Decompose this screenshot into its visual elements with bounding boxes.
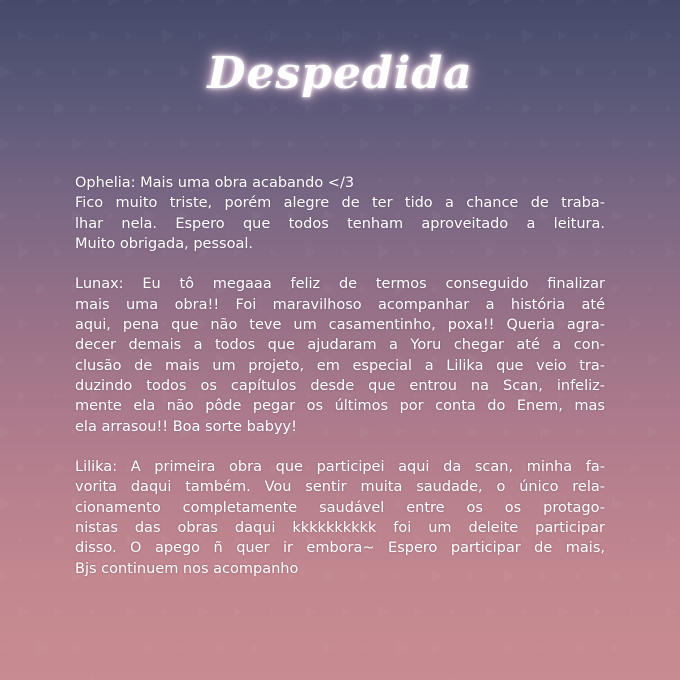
pattern-triangle xyxy=(36,500,43,508)
pattern-triangle xyxy=(54,534,64,546)
message-line: Lunax: Eu tô megaaa feliz de termos conseguido finalizar xyxy=(75,276,605,293)
pattern-triangle xyxy=(666,319,675,329)
pattern-triangle xyxy=(612,0,619,4)
pattern-triangle xyxy=(576,0,586,6)
pattern-triangle xyxy=(360,0,365,3)
message-ophelia xyxy=(75,173,605,254)
pattern-triangle xyxy=(504,642,514,654)
pattern-triangle xyxy=(180,644,187,652)
message-line: Bjs continuem nos acompanho xyxy=(75,560,299,577)
message-line: ela arrasou!! Boa sorte babyy! xyxy=(75,418,297,435)
messages-container xyxy=(75,173,605,599)
pattern-triangle xyxy=(54,461,66,475)
pattern-triangle xyxy=(666,465,671,471)
pattern-triangle xyxy=(306,606,316,618)
pattern-triangle xyxy=(18,245,30,259)
pattern-triangle xyxy=(234,607,243,617)
pattern-triangle xyxy=(324,141,329,147)
pattern-triangle xyxy=(576,140,583,148)
message-lunax xyxy=(75,274,605,436)
message-line: mais uma obra!! Foi maravilhoso acompanhar a história até xyxy=(75,296,605,313)
pattern-triangle xyxy=(468,0,480,7)
message-line: cionamento completamente saudável entre os os protago- xyxy=(75,499,605,516)
pattern-triangle xyxy=(612,429,617,435)
message-line: Fico muito triste, porém alegre de ter tido a chance de traba- xyxy=(75,195,605,212)
pattern-triangle xyxy=(432,643,441,653)
pattern-triangle xyxy=(0,284,7,292)
pattern-triangle xyxy=(252,643,261,653)
pattern-triangle xyxy=(342,608,349,616)
pattern-triangle xyxy=(648,139,657,149)
pattern-triangle xyxy=(648,572,655,580)
pattern-triangle xyxy=(144,642,154,654)
pattern-triangle xyxy=(630,536,637,544)
pattern-triangle xyxy=(504,141,509,147)
pattern-triangle xyxy=(72,137,84,151)
pattern-triangle xyxy=(54,247,63,257)
pattern-triangle xyxy=(630,176,637,184)
pattern-triangle xyxy=(666,246,676,258)
pattern-triangle xyxy=(648,645,653,651)
pattern-triangle xyxy=(162,608,169,616)
pattern-triangle xyxy=(36,641,48,655)
message-line: Lilika: A primeira obra que participei aqui da scan, minha fa- xyxy=(75,459,605,476)
pattern-triangle xyxy=(0,571,9,581)
message-line: mente ela não pôde pegar os últimos por conta do Enem, mas xyxy=(75,398,605,415)
pattern-triangle xyxy=(144,0,153,5)
pattern-triangle xyxy=(252,137,264,151)
pattern-triangle xyxy=(216,0,226,6)
message-line: lhar nela. Espero que todos tenham aproveitado a leitura. xyxy=(75,215,605,232)
pattern-triangle xyxy=(18,537,23,543)
pattern-triangle xyxy=(360,138,370,150)
pattern-triangle xyxy=(0,498,10,510)
pattern-triangle xyxy=(324,642,334,654)
pattern-triangle xyxy=(666,606,676,618)
pattern-triangle xyxy=(450,609,455,615)
pattern-triangle xyxy=(612,497,624,511)
pattern-triangle xyxy=(198,605,210,619)
pattern-triangle xyxy=(0,425,12,439)
pattern-triangle xyxy=(594,607,603,617)
pattern-triangle xyxy=(630,609,635,615)
pattern-triangle xyxy=(630,317,642,331)
pattern-triangle xyxy=(18,391,27,401)
pattern-triangle xyxy=(288,139,297,149)
pattern-triangle xyxy=(648,285,653,291)
message-line: vorita daqui também. Vou sentir muita saudade, o único rela- xyxy=(75,479,605,496)
pattern-triangle xyxy=(558,605,570,619)
pattern-triangle xyxy=(36,0,46,6)
pattern-triangle xyxy=(0,0,5,3)
pattern-triangle xyxy=(36,427,45,437)
message-line: Muito obrigada, pessoal. xyxy=(75,235,253,252)
pattern-triangle xyxy=(540,138,550,150)
pattern-triangle xyxy=(540,644,547,652)
pattern-triangle xyxy=(90,609,95,615)
pattern-triangle xyxy=(648,426,658,438)
pattern-triangle xyxy=(666,392,673,400)
pattern-triangle xyxy=(414,607,423,617)
pattern-triangle xyxy=(378,605,390,619)
pattern-triangle xyxy=(432,137,444,151)
pattern-triangle xyxy=(486,606,496,618)
pattern-triangle xyxy=(360,644,367,652)
pattern-triangle xyxy=(18,318,28,330)
pattern-triangle xyxy=(468,139,477,149)
pattern-triangle xyxy=(252,0,259,4)
pattern-triangle xyxy=(468,645,473,651)
pattern-triangle xyxy=(180,0,185,3)
pattern-triangle xyxy=(216,140,223,148)
message-line: aqui, pena que não teve um casamentinho, poxa!! Queria agra- xyxy=(75,317,605,334)
message-line: nistas das obras daqui kkkkkkkkkk foi um deleite participar xyxy=(75,520,605,537)
pattern-triangle xyxy=(648,499,657,509)
pattern-triangle xyxy=(324,0,333,5)
pattern-triangle xyxy=(612,137,624,151)
pattern-triangle xyxy=(18,464,25,472)
pattern-triangle xyxy=(612,283,621,293)
pattern-triangle xyxy=(270,609,275,615)
pattern-triangle xyxy=(54,607,63,617)
pattern-triangle xyxy=(0,644,7,652)
pattern-triangle xyxy=(540,0,545,3)
pattern-triangle xyxy=(216,641,228,655)
pattern-triangle xyxy=(108,645,113,651)
message-line: clusão de mais um projeto, em especial a Lilika que veio tra- xyxy=(75,357,605,374)
pattern-triangle xyxy=(36,573,41,579)
pattern-triangle xyxy=(630,249,635,255)
pattern-triangle xyxy=(504,0,513,5)
pattern-triangle xyxy=(126,606,136,618)
pattern-triangle xyxy=(180,138,190,150)
pattern-triangle xyxy=(36,140,43,148)
message-line: decer demais a todos que ajudaram a Yoru chegar até a con- xyxy=(75,337,605,354)
pattern-triangle xyxy=(72,0,79,4)
pattern-triangle xyxy=(108,0,120,7)
pattern-triangle xyxy=(666,533,678,547)
message-lilika xyxy=(75,457,605,579)
pattern-triangle xyxy=(0,357,5,363)
pattern-triangle xyxy=(72,643,81,653)
pattern-triangle xyxy=(288,0,300,7)
pattern-triangle xyxy=(36,213,41,219)
pattern-triangle xyxy=(630,463,639,473)
pattern-triangle xyxy=(54,393,59,399)
pattern-triangle xyxy=(612,210,622,222)
pattern-triangle xyxy=(288,645,293,651)
pattern-triangle xyxy=(54,174,64,186)
pattern-triangle xyxy=(612,643,621,653)
message-line: Ophelia: Mais uma obra acabando </3 xyxy=(75,175,355,191)
pattern-triangle xyxy=(648,353,660,367)
pattern-triangle xyxy=(612,570,622,582)
pattern-triangle xyxy=(396,641,408,655)
pattern-triangle xyxy=(666,173,678,187)
pattern-triangle xyxy=(432,0,439,4)
pattern-triangle xyxy=(54,320,61,328)
pattern-triangle xyxy=(108,139,117,149)
pattern-triangle xyxy=(36,281,48,295)
message-line: disso. O apego ñ quer ir embora~ Espero participar de mais, xyxy=(75,540,605,557)
pattern-triangle xyxy=(18,605,30,619)
pattern-triangle xyxy=(18,177,23,183)
pattern-triangle xyxy=(396,140,403,148)
pattern-triangle xyxy=(612,356,619,364)
pattern-triangle xyxy=(144,141,149,147)
pattern-triangle xyxy=(576,641,588,655)
pattern-triangle xyxy=(396,0,406,6)
message-line: duzindo todos os capítulos desde que entrou na Scan, infeliz- xyxy=(75,377,605,394)
pattern-triangle xyxy=(0,138,10,150)
pattern-triangle xyxy=(630,390,640,402)
pattern-triangle xyxy=(648,0,660,7)
page-title: Despedida xyxy=(207,48,473,99)
pattern-triangle xyxy=(0,211,9,221)
pattern-triangle xyxy=(36,354,46,366)
pattern-triangle xyxy=(522,608,529,616)
pattern-triangle xyxy=(648,212,655,220)
